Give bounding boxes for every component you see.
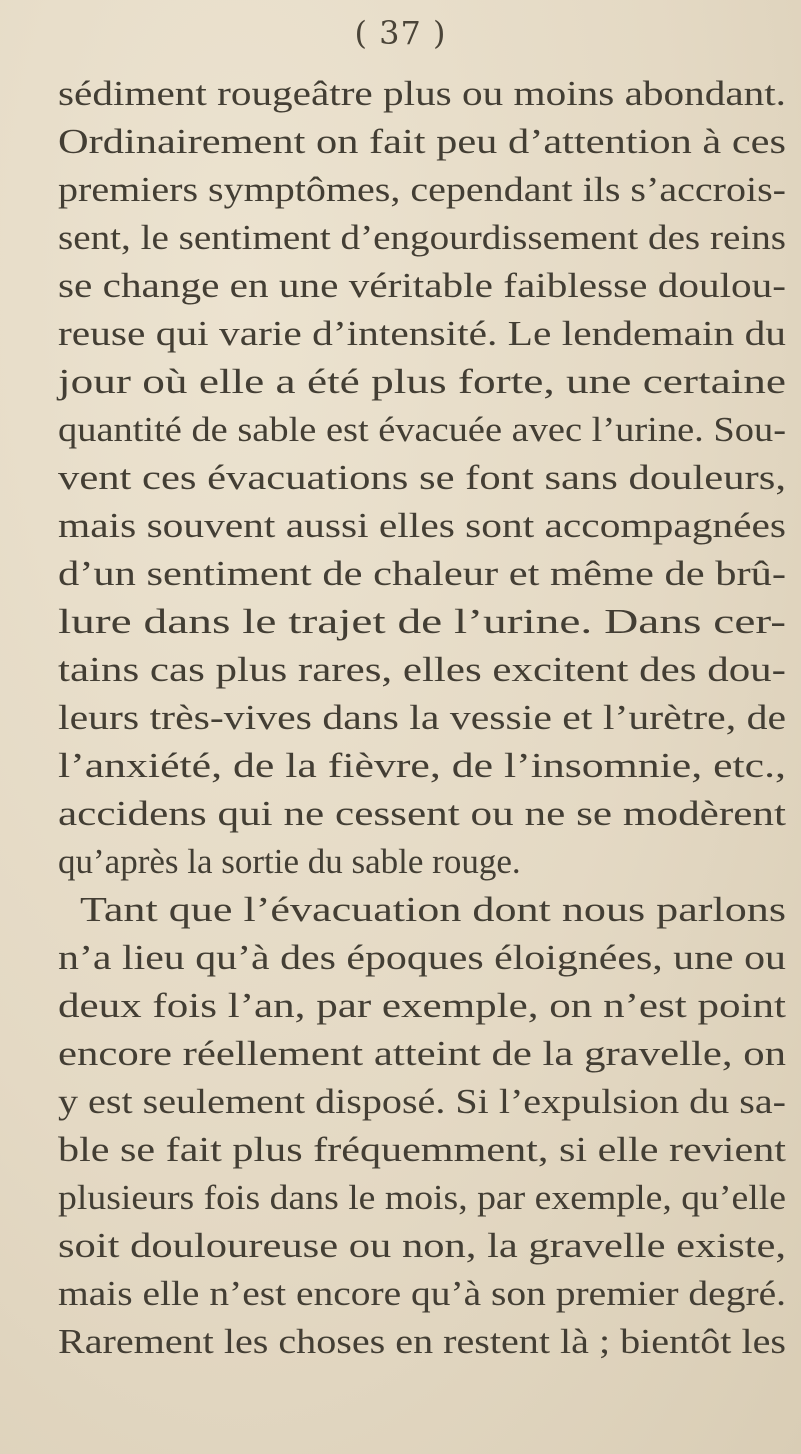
text-line: tains cas plus rares, elles excitent des dou- [58, 650, 786, 689]
text-line: quantité de sable est évacuée avec l’urine. Sou- [58, 410, 786, 449]
text-line: jour où elle a été plus forte, une certaine [58, 362, 786, 401]
text-line: reuse qui varie d’intensité. Le lendemain du [58, 314, 786, 353]
page-number: ( 37 ) [354, 14, 447, 52]
text-line: se change en une véritable faiblesse doulou- [58, 266, 786, 305]
text-line: sédiment rougeâtre plus ou moins abondant. [58, 74, 786, 113]
text-line: ble se fait plus fréquemment, si elle revient [58, 1130, 786, 1169]
text-line: n’a lieu qu’à des époques éloignées, une ou [58, 938, 786, 977]
text-line: plusieurs fois dans le mois, par exemple, qu’elle [58, 1178, 786, 1217]
text-line: lure dans le trajet de l’urine. Dans cer- [58, 602, 786, 641]
text-line: leurs très-vives dans la vessie et l’urètre, de [58, 698, 786, 737]
text-line: deux fois l’an, par exemple, on n’est point [58, 986, 786, 1025]
text-line: qu’après la sortie du sable rouge. [58, 842, 521, 881]
text-line: sent, le sentiment d’engourdissement des reins [58, 218, 786, 257]
text-line: Rarement les choses en restent là ; bientôt les [58, 1322, 786, 1361]
text-line: encore réellement atteint de la gravelle, on [58, 1034, 786, 1073]
text-line: mais elle n’est encore qu’à son premier degré. [58, 1274, 787, 1313]
text-line: mais souvent aussi elles sont accompagnées [58, 506, 786, 545]
text-line: accidens qui ne cessent ou ne se modèrent [58, 794, 786, 833]
text-line: premiers symptômes, cependant ils s’accrois- [58, 170, 786, 209]
text-line: vent ces évacuations se font sans douleurs, [58, 458, 786, 497]
text-line: soit douloureuse ou non, la gravelle existe, [58, 1226, 787, 1265]
text-line: Tant que l’évacuation dont nous parlons [80, 890, 786, 929]
text-line: y est seulement disposé. Si l’expulsion du sa- [58, 1082, 786, 1121]
text-line: d’un sentiment de chaleur et même de brû- [58, 554, 786, 593]
text-line: Ordinairement on fait peu d’attention à ces [58, 122, 786, 161]
text-line: l’anxiété, de la fièvre, de l’insomnie, etc., [58, 746, 787, 785]
